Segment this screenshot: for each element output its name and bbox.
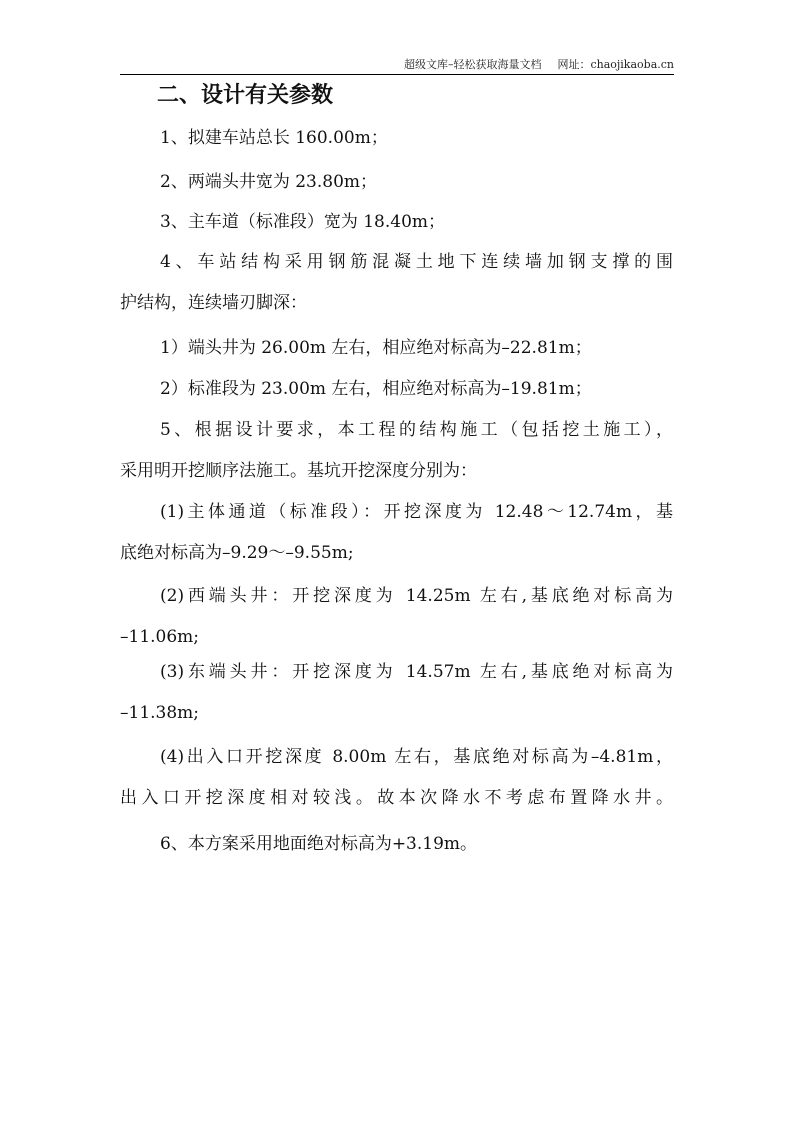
header-rule	[120, 74, 674, 75]
header-url-text: 网址：chaojikaoba.cn	[557, 58, 674, 71]
paragraph-4-line-2: 护结构，连续墙刃脚深：	[120, 293, 307, 313]
paragraph-5-item-2-line-1: (2)西端头井：开挖深度为 14.25m 左右,基底绝对标高为	[160, 586, 673, 606]
paragraph-5-item-1-line-1: (1)主体通道（标准段）：开挖深度为 12.48～12.74m，基	[160, 502, 673, 522]
paragraph-4-line-1: 4、车站结构采用钢筋混凝土地下连续墙加钢支撑的围	[160, 252, 673, 272]
paragraph-5-line-2: 采用明开挖顺序法施工。基坑开挖深度分别为：	[120, 461, 477, 481]
page-header	[120, 57, 674, 73]
paragraph-4-item-1: 1）端头井为 26.00m 左右，相应绝对标高为–22.81m；	[160, 338, 592, 358]
section-title: 二、设计有关参数	[157, 83, 334, 108]
paragraph-1: 1、拟建车站总长 160.00m；	[160, 128, 388, 148]
paragraph-2: 2、两端头井宽为 23.80m；	[160, 172, 378, 192]
paragraph-5-line-1: 5、根据设计要求，本工程的结构施工（包括挖土施工），	[160, 420, 673, 440]
paragraph-6: 6、本方案采用地面绝对标高为+3.19m。	[160, 834, 478, 854]
paragraph-5-item-2-line-2: –11.06m;	[120, 627, 200, 647]
paragraph-3: 3、主车道（标准段）宽为 18.40m；	[160, 212, 446, 232]
paragraph-5-item-1-line-2: 底绝对标高为–9.29～–9.55m;	[120, 543, 354, 563]
header-site-text: 超级文库–轻松获取海量文档	[403, 58, 542, 71]
paragraph-5-item-4-line-1: (4)出入口开挖深度 8.00m 左右，基底绝对标高为–4.81m，	[160, 747, 673, 767]
paragraph-4-item-2: 2）标准段为 23.00m 左右，相应绝对标高为–19.81m；	[160, 379, 592, 399]
paragraph-5-item-3-line-2: –11.38m;	[120, 703, 200, 723]
paragraph-5-item-3-line-1: (3)东端头井：开挖深度为 14.57m 左右,基底绝对标高为	[160, 662, 673, 682]
paragraph-5-item-4-line-2: 出入口开挖深度相对较浅。故本次降水不考虑布置降水井。	[120, 788, 673, 808]
